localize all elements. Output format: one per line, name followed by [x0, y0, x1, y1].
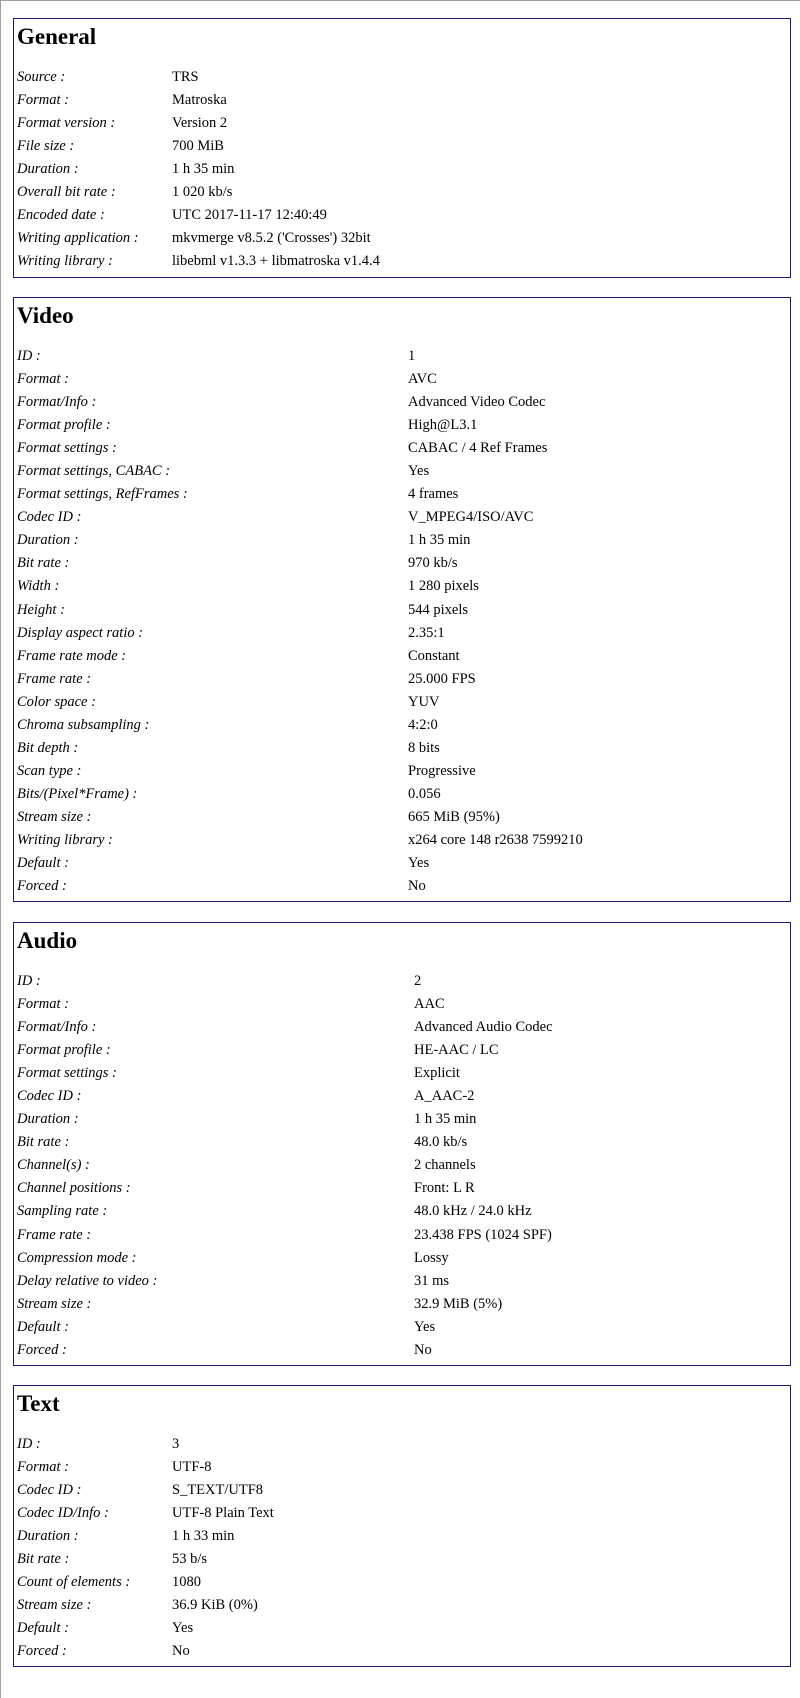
field-label: Frame rate : [17, 670, 92, 687]
field-label: Duration : [17, 532, 79, 549]
field-label: Default : [17, 855, 69, 872]
field-value: UTF-8 [172, 1459, 212, 1476]
info-row [17, 875, 790, 898]
field-label: Writing application : [17, 230, 139, 247]
field-label: Codec ID : [17, 1088, 82, 1105]
field-label: Compression mode : [17, 1249, 137, 1266]
field-value: 3 [172, 1436, 180, 1453]
field-value: 2 channels [414, 1157, 476, 1174]
field-value: 1 h 35 min [172, 161, 235, 178]
field-value: Yes [172, 1620, 194, 1637]
rows [17, 1433, 790, 1663]
field-value: No [172, 1643, 190, 1660]
field-label: Codec ID : [17, 1482, 82, 1499]
field-label: Delay relative to video : [17, 1272, 158, 1289]
info-row [17, 1131, 790, 1154]
field-value: 1 h 35 min [414, 1111, 477, 1128]
field-label: Stream size : [17, 1295, 92, 1312]
info-row [17, 1640, 790, 1663]
field-value: Lossy [414, 1249, 449, 1266]
field-label: Format settings, CABAC : [17, 463, 171, 480]
field-label: Format/Info : [17, 394, 97, 411]
field-value: 544 pixels [408, 601, 469, 618]
field-value: S_TEXT/UTF8 [172, 1482, 264, 1499]
field-label: ID : [17, 1436, 41, 1453]
section-title: Video [17, 303, 74, 328]
field-value: Matroska [172, 92, 227, 109]
field-value: HE-AAC / LC [414, 1042, 499, 1059]
field-value: 2 [414, 973, 422, 990]
text-section [13, 1385, 791, 1667]
info-row [17, 437, 790, 460]
field-value: 1080 [172, 1574, 201, 1591]
info-row [17, 368, 790, 391]
field-label: Format : [17, 996, 69, 1013]
info-row [17, 135, 790, 158]
field-label: Format : [17, 1459, 69, 1476]
info-row [17, 1433, 790, 1456]
field-label: Display aspect ratio : [17, 624, 144, 641]
field-value: CABAC / 4 Ref Frames [408, 440, 548, 457]
info-row [17, 622, 790, 645]
info-row [17, 181, 790, 204]
field-value: 32.9 MiB (5%) [414, 1295, 503, 1312]
field-label: Bit depth : [17, 739, 79, 756]
field-label: Stream size : [17, 808, 92, 825]
field-value: 48.0 kb/s [414, 1134, 468, 1151]
field-value: 53 b/s [172, 1551, 208, 1568]
info-row [17, 250, 790, 273]
info-row [17, 483, 790, 506]
general-section [13, 18, 791, 278]
field-label: Format settings, RefFrames : [17, 486, 188, 503]
field-label: Format/Info : [17, 1019, 97, 1036]
field-label: Writing library : [17, 253, 113, 270]
info-row [17, 1039, 790, 1062]
field-label: Stream size : [17, 1597, 92, 1614]
info-row [17, 1108, 790, 1131]
info-row [17, 529, 790, 552]
field-value: No [414, 1341, 432, 1358]
field-label: Duration : [17, 161, 79, 178]
info-row [17, 1502, 790, 1525]
info-row [17, 1085, 790, 1108]
info-row [17, 852, 790, 875]
field-label: Writing library : [17, 832, 113, 848]
info-row [17, 1016, 790, 1039]
field-value: 8 bits [408, 739, 440, 756]
audio-section [13, 922, 791, 1366]
rows [17, 970, 790, 1362]
field-label: Forced : [17, 878, 67, 895]
info-row [17, 1177, 790, 1200]
field-label: Bit rate : [17, 555, 70, 572]
field-value: 4 frames [408, 486, 459, 503]
field-value: 48.0 kHz / 24.0 kHz [414, 1203, 532, 1220]
field-label: Encoded date : [17, 207, 105, 224]
info-row [17, 1617, 790, 1640]
field-label: ID : [17, 348, 41, 365]
field-value: 2.35:1 [408, 624, 445, 641]
info-row [17, 993, 790, 1016]
info-row [17, 1525, 790, 1548]
field-label: Source : [17, 69, 66, 86]
field-value: UTF-8 Plain Text [172, 1505, 274, 1522]
field-value: 1 020 kb/s [172, 184, 233, 201]
info-row [17, 1316, 790, 1339]
info-row [17, 460, 790, 483]
field-value: 31 ms [414, 1272, 450, 1289]
field-label: Format : [17, 371, 69, 388]
field-value: Advanced Video Codec [408, 394, 546, 411]
field-value: 970 kb/s [408, 555, 458, 572]
info-row [17, 1200, 790, 1223]
field-label: Codec ID/Info : [17, 1505, 109, 1522]
field-label: Chroma subsampling : [17, 716, 150, 733]
field-label: Forced : [17, 1341, 67, 1358]
field-value: No [408, 878, 426, 895]
info-row [17, 1339, 790, 1362]
field-label: Format profile : [17, 1042, 111, 1059]
field-value: AVC [408, 371, 437, 388]
info-row [17, 204, 790, 227]
info-row [17, 345, 790, 368]
field-label: Forced : [17, 1643, 67, 1660]
field-value: AAC [414, 996, 445, 1013]
field-label: ID : [17, 973, 41, 990]
rows [17, 66, 790, 273]
field-value: 1 280 pixels [408, 578, 479, 595]
field-value: High@L3.1 [408, 417, 478, 434]
info-row [17, 970, 790, 993]
field-label: Color space : [17, 693, 96, 710]
field-value: Yes [408, 855, 430, 872]
info-row [17, 645, 790, 668]
field-label: Bit rate : [17, 1134, 70, 1151]
field-label: Count of elements : [17, 1574, 131, 1591]
info-row [17, 806, 790, 829]
field-value: Advanced Audio Codec [414, 1019, 553, 1036]
info-row [17, 575, 790, 598]
field-value: 1 h 33 min [172, 1528, 235, 1545]
field-label: Frame rate : [17, 1226, 92, 1243]
field-label: Height : [17, 601, 65, 618]
info-row [17, 668, 790, 691]
info-row [17, 1479, 790, 1502]
field-value: YUV [408, 693, 440, 710]
field-value: TRS [172, 69, 199, 86]
field-value: 36.9 KiB (0%) [172, 1597, 258, 1614]
field-label: Bit rate : [17, 1551, 70, 1568]
field-label: Format profile : [17, 417, 111, 434]
field-value: Constant [408, 647, 460, 664]
info-row [17, 1224, 790, 1247]
info-row [17, 66, 790, 89]
field-label: Scan type : [17, 762, 82, 779]
field-value: 1 h 35 min [408, 532, 471, 549]
field-value: 1 [408, 348, 416, 365]
field-label: Channel(s) : [17, 1157, 90, 1174]
field-label: Duration : [17, 1111, 79, 1128]
info-row [17, 1548, 790, 1571]
info-row [17, 506, 790, 529]
info-row [17, 1154, 790, 1177]
field-label: Sampling rate : [17, 1203, 108, 1220]
field-value: 700 MiB [172, 138, 224, 155]
field-label: Format : [17, 92, 69, 109]
field-label: Duration : [17, 1528, 79, 1545]
field-label: File size : [17, 138, 75, 155]
info-row [17, 714, 790, 737]
field-value: Front: L R [414, 1180, 475, 1197]
field-value: 665 MiB (95%) [408, 808, 500, 825]
info-row [17, 599, 790, 622]
info-row [17, 1062, 790, 1085]
info-row [17, 391, 790, 414]
info-row [17, 414, 790, 437]
info-row [17, 691, 790, 714]
info-row [17, 89, 790, 112]
field-value: UTC 2017-11-17 12:40:49 [172, 207, 327, 224]
field-label: Default : [17, 1620, 69, 1637]
field-value: Progressive [408, 762, 476, 779]
field-value: Yes [408, 463, 430, 480]
section-title: Text [17, 1391, 60, 1416]
rows [17, 345, 790, 898]
field-value: A_AAC-2 [414, 1088, 475, 1105]
info-row [17, 1594, 790, 1617]
info-row [17, 829, 790, 852]
field-value: Yes [414, 1318, 436, 1335]
section-title: General [17, 24, 97, 49]
field-label: Format version : [17, 115, 116, 132]
info-row [17, 1270, 790, 1293]
field-label: Format settings : [17, 1065, 117, 1082]
info-row [17, 552, 790, 575]
info-row [17, 1247, 790, 1270]
field-label: Frame rate mode : [17, 647, 127, 664]
field-value: 0.056 [408, 785, 441, 802]
field-label: Default : [17, 1318, 69, 1335]
field-value: Explicit [414, 1065, 460, 1082]
field-value: Version 2 [172, 115, 228, 132]
video-section [13, 297, 791, 902]
field-value: V_MPEG4/ISO/AVC [408, 509, 534, 526]
section-title: Audio [17, 928, 78, 953]
field-value: libebml v1.3.3 + libmatroska v1.4.4 [172, 253, 380, 270]
field-value: 25.000 FPS [408, 670, 476, 687]
field-value: mkvmerge v8.5.2 ('Crosses') 32bit [172, 230, 371, 247]
info-row [17, 760, 790, 783]
info-row [17, 1571, 790, 1594]
field-label: Channel positions : [17, 1180, 131, 1197]
field-value: 23.438 FPS (1024 SPF) [414, 1226, 552, 1243]
field-label: Overall bit rate : [17, 184, 116, 201]
info-row [17, 158, 790, 181]
info-row [17, 783, 790, 806]
field-label: Bits/(Pixel*Frame) : [17, 785, 138, 802]
field-label: Format settings : [17, 440, 117, 457]
info-row [17, 1456, 790, 1479]
info-row [17, 737, 790, 760]
info-row [17, 1293, 790, 1316]
field-label: Width : [17, 578, 60, 595]
info-row [17, 112, 790, 135]
info-row [17, 227, 790, 250]
field-value: x264 core 148 r2638 7599210 [408, 832, 583, 848]
field-value: 4:2:0 [408, 716, 438, 733]
field-label: Codec ID : [17, 509, 82, 526]
